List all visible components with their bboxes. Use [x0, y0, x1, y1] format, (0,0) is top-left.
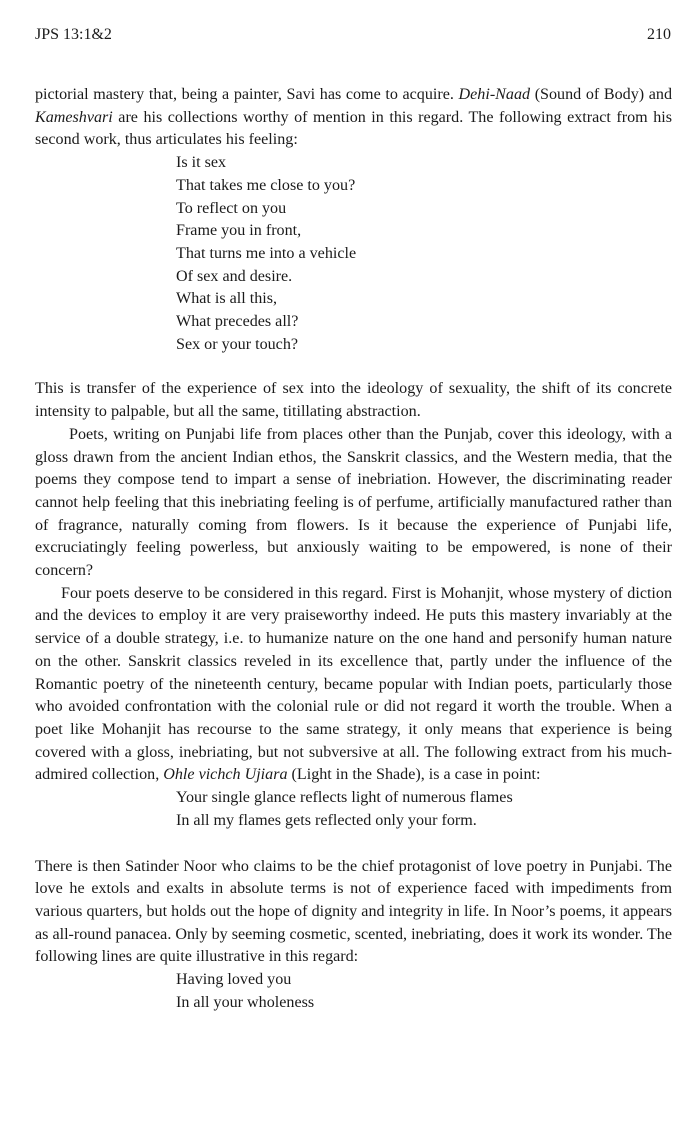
paragraph-satinder-noor: There is then Satinder Noor who claims to be the chief protagonist of love poetry in Punjabi. The love he extols and exalts in absolute terms is not of experience faced with impediments from various quarters, but holds out the hope of dignity and integrity in life. In Noor’s poems, it appears as all-round panacea. Only by seeming cosmetic, scented, inebriating, does it work its wonder. The following lines are quite illustrative in this regard: — [35, 857, 672, 966]
paragraph-mohanjit: Four poets deserve to be considered in this regard. First is Mohanjit, whose mystery of diction and the devices to employ it are very praiseworthy indeed. He puts this mastery invariably at the service of a double strategy, i.e. to humanize nature on the one hand and personify human nature on the other. Sanskrit classics reveled in its excellence that, partly under the influence of the Romantic poetry of the nineteenth century, became popular with Indian poets, particularly those who avoided confrontation with the colonial rule or did not regard it worth the trouble. When a poet like Mohanjit has recourse to the same strategy, it only means that experience is being covered with a gloss, inebriating, but not subversive at all. The following extract from his much-admired collection, Ohle vichch Ujiara (Light in the Shade), is a case in point: — [35, 584, 672, 784]
poem-line: Of sex and desire. — [176, 267, 293, 285]
book-title-dehi-naad: Dehi-Naad — [458, 86, 531, 103]
book-title-ohle-vichch-ujiara: Ohle vichch Ujiara — [163, 766, 288, 784]
journal-citation: JPS 13:1&2 — [35, 26, 112, 43]
poem-line: That takes me close to you? — [176, 176, 356, 194]
paragraph-savi: pictorial mastery that, being a painter, Savi has come to acquire. Dehi-Naad (Sound of Body) and Kameshvari are his collections worthy of mention in this regard. The following extract from his second work, thus articulates his feeling: — [35, 86, 672, 149]
article-body — [35, 84, 672, 1014]
poem-line: What is all this, — [176, 290, 278, 308]
poem-line: To reflect on you — [176, 199, 287, 217]
spacer — [35, 356, 672, 378]
poem-line: Your single glance reflects light of numerous flames — [176, 789, 513, 807]
poem-line: What precedes all? — [176, 313, 299, 331]
poem-line: In all your wholeness — [176, 993, 315, 1011]
paragraph-transfer: This is transfer of the experience of sex into the ideology of sexuality, the shift of its concrete intensity to palpable, but all the same, titillating abstraction. — [35, 380, 672, 421]
poem-line: In all my flames gets reflected only your form. — [176, 811, 477, 829]
poem-line: Sex or your touch? — [176, 335, 299, 353]
poem-line: Having loved you — [176, 971, 292, 989]
poem-line: Is it sex — [176, 154, 227, 172]
poem-extract-savi — [176, 152, 672, 356]
spacer — [35, 833, 672, 856]
poem-line: Frame you in front, — [176, 222, 302, 240]
running-header — [35, 26, 671, 44]
page-number: 210 — [647, 26, 671, 43]
poem-extract-noor — [176, 969, 672, 1014]
poem-line: That turns me into a vehicle — [176, 244, 357, 262]
poem-extract-mohanjit — [176, 787, 672, 832]
book-title-kameshvari: Kameshvari — [35, 108, 113, 126]
paragraph-poets: Poets, writing on Punjabi life from places other than the Punjab, cover this ideology, with a gloss drawn from the ancient Indian ethos, the Sanskrit classics, and the Western media, that the poems they compose tend to impart a sense of inebriation. However, the discriminating reader cannot help feeling that this inebriating feeling is of perfume, artificially manufactured rather than of fragrance, naturally coming from flowers. Is it because the experience of Punjabi life, excruciatingly feeling powerless, but anxiously waiting to be empowered, is none of their concern? — [35, 425, 672, 580]
